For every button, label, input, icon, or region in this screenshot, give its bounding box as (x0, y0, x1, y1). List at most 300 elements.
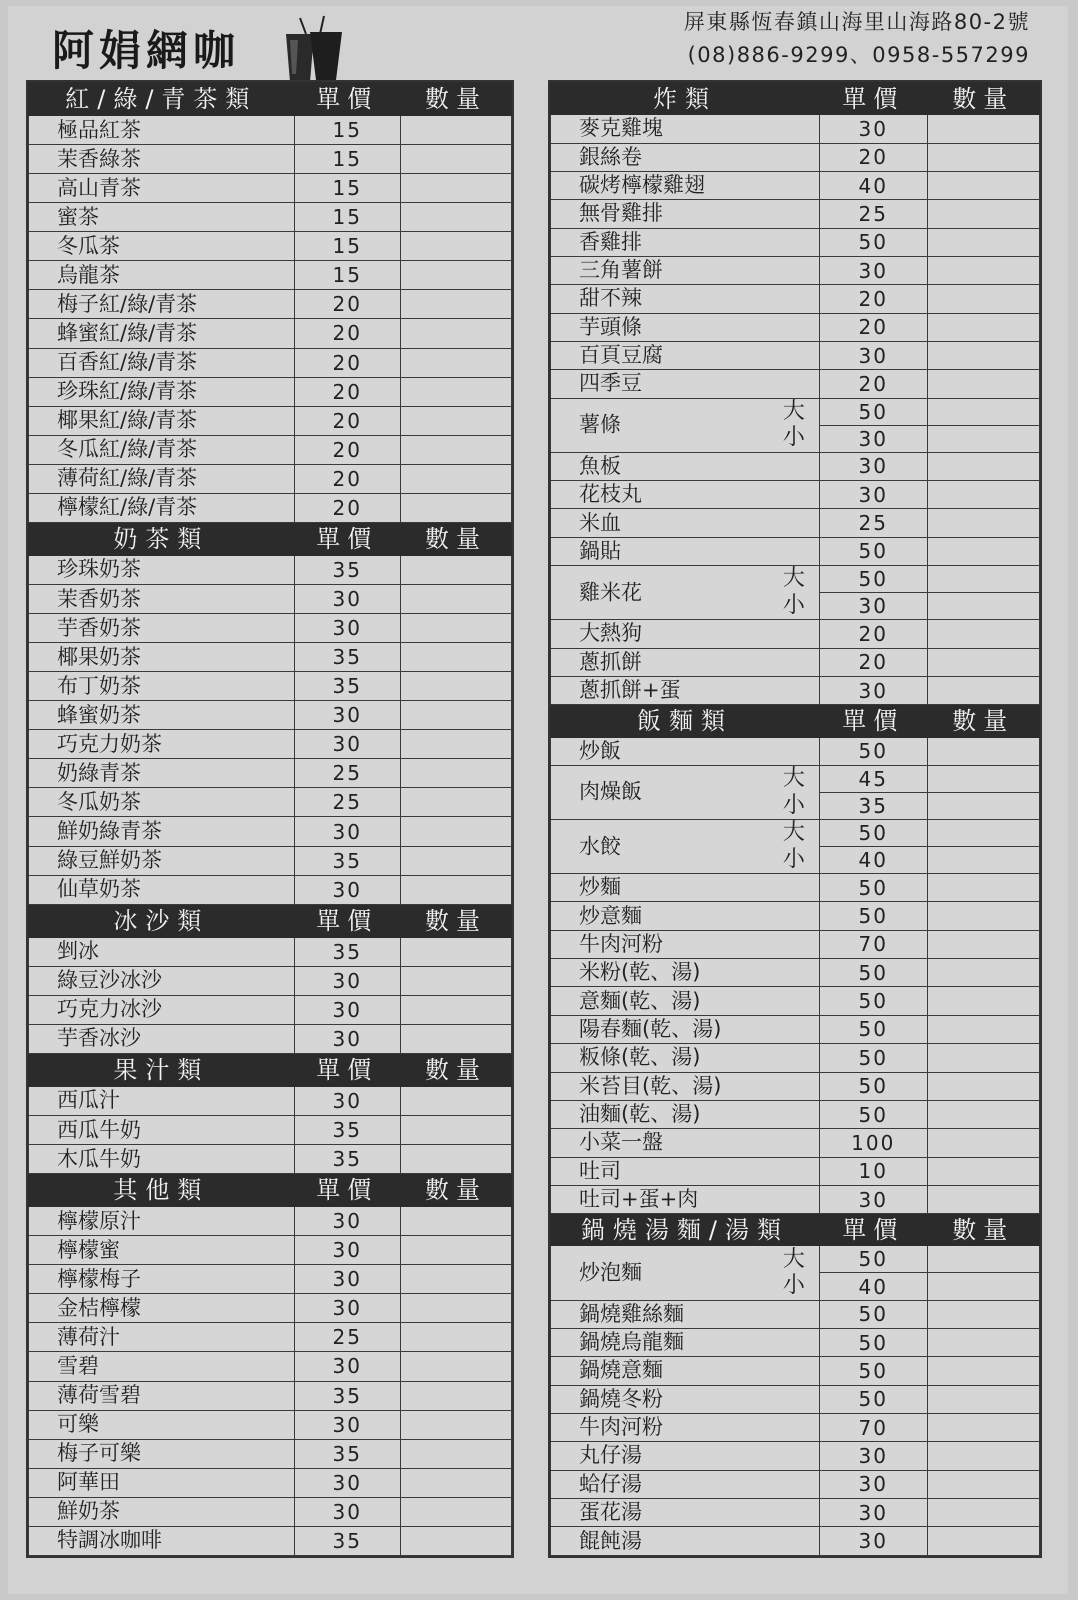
price-column-header: 單價 (294, 1174, 400, 1207)
menu-item-row (551, 1100, 1040, 1128)
quantity-cell[interactable] (927, 792, 1039, 819)
menu-item-row (29, 1323, 512, 1352)
item-name: 綠豆沙冰沙 (29, 966, 295, 995)
item-price: 30 (819, 425, 927, 452)
item-name: 甜不辣 (551, 285, 820, 313)
item-price: 25 (294, 759, 400, 788)
item-name: 無骨雞排 (551, 200, 820, 228)
item-name: 百香紅/綠/青茶 (29, 348, 295, 377)
item-name: 剉冰 (29, 937, 295, 966)
menu-item-row (29, 290, 512, 319)
quantity-cell[interactable] (927, 648, 1039, 676)
quantity-cell[interactable] (927, 593, 1039, 620)
quantity-cell[interactable] (927, 1470, 1039, 1498)
menu-item-row (551, 341, 1040, 369)
item-name: 芋頭條 (551, 313, 820, 341)
item-price: 50 (819, 1300, 927, 1328)
size-label: 大 (782, 766, 805, 792)
quantity-cell[interactable] (927, 765, 1039, 792)
quantity-cell[interactable] (927, 566, 1039, 593)
quantity-cell[interactable] (927, 1527, 1039, 1556)
item-name: 香雞排 (551, 228, 820, 256)
item-name: 牛肉河粉 (551, 1413, 820, 1441)
item-name: 蜜茶 (29, 203, 295, 232)
quantity-cell[interactable] (400, 672, 511, 701)
quantity-cell[interactable] (927, 481, 1039, 509)
menu-item-row (29, 348, 512, 377)
item-price: 30 (294, 1497, 400, 1526)
item-price: 50 (819, 566, 927, 593)
item-name: 炒泡麵 (579, 1260, 642, 1285)
item-price: 35 (819, 792, 927, 819)
item-price: 30 (294, 1236, 400, 1265)
quantity-cell[interactable] (927, 171, 1039, 199)
quantity-cell[interactable] (927, 370, 1039, 398)
menu-item-row (551, 1498, 1040, 1526)
quantity-cell[interactable] (927, 902, 1039, 930)
item-price: 50 (819, 959, 927, 987)
item-price: 40 (819, 171, 927, 199)
menu-item-row (551, 1470, 1040, 1498)
item-name: 麥克雞塊 (551, 115, 820, 143)
quantity-cell[interactable] (400, 966, 511, 995)
quantity-cell[interactable] (400, 1086, 511, 1115)
item-price: 30 (294, 875, 400, 904)
item-name: 鍋燒冬粉 (551, 1385, 820, 1413)
menu-item-row (29, 846, 512, 875)
quantity-cell[interactable] (927, 1413, 1039, 1441)
quantity-cell[interactable] (400, 1236, 511, 1265)
menu-item-row (29, 464, 512, 493)
quantity-cell[interactable] (400, 875, 511, 904)
quantity-cell[interactable] (400, 1116, 511, 1145)
menu-item-row (29, 1207, 512, 1236)
menu-item-row (29, 1439, 512, 1468)
quantity-column-header: 數量 (400, 1053, 511, 1086)
item-price: 30 (819, 1527, 927, 1556)
quantity-cell[interactable] (400, 290, 511, 319)
item-price: 20 (294, 319, 400, 348)
quantity-cell[interactable] (927, 1498, 1039, 1526)
quantity-cell[interactable] (927, 1157, 1039, 1185)
item-price: 35 (294, 1526, 400, 1555)
quantity-cell[interactable] (927, 1044, 1039, 1072)
quantity-cell[interactable] (400, 116, 511, 145)
quantity-cell[interactable] (400, 1439, 511, 1468)
menu-item-row (551, 398, 1040, 425)
item-name: 綠豆鮮奶茶 (29, 846, 295, 875)
quantity-cell[interactable] (400, 614, 511, 643)
item-price: 20 (294, 348, 400, 377)
quantity-cell[interactable] (400, 1145, 511, 1174)
quantity-cell[interactable] (400, 1024, 511, 1053)
section-title: 果汁類 (29, 1053, 295, 1086)
menu-item-row (551, 1185, 1040, 1213)
quantity-cell[interactable] (927, 959, 1039, 987)
quantity-cell[interactable] (400, 937, 511, 966)
quantity-cell[interactable] (400, 377, 511, 406)
quantity-cell[interactable] (400, 435, 511, 464)
quantity-cell[interactable] (400, 1352, 511, 1381)
item-name: 炒意麵 (551, 902, 820, 930)
quantity-cell[interactable] (927, 537, 1039, 565)
size-labels (783, 766, 805, 819)
quantity-column-header: 數量 (400, 83, 511, 116)
item-name: 油麵(乾、湯) (551, 1100, 820, 1128)
menu-item-row (29, 817, 512, 846)
item-name: 肉燥飯 (579, 779, 642, 804)
menu-item-row (551, 537, 1040, 565)
item-name: 蜂蜜紅/綠/青茶 (29, 319, 295, 348)
menu-item-row (29, 875, 512, 904)
menu-item-row (29, 1145, 512, 1174)
item-price: 50 (819, 537, 927, 565)
section-header (29, 1174, 512, 1207)
item-name: 特調冰咖啡 (29, 1526, 295, 1555)
quantity-cell[interactable] (400, 584, 511, 613)
menu-item-row (29, 555, 512, 584)
item-name: 丸仔湯 (551, 1442, 820, 1470)
item-price: 30 (819, 452, 927, 480)
item-name: 珍珠紅/綠/青茶 (29, 377, 295, 406)
item-name: 三角薯餅 (551, 256, 820, 284)
quantity-cell[interactable] (927, 1129, 1039, 1157)
quantity-cell[interactable] (400, 406, 511, 435)
menu-item-row (551, 509, 1040, 537)
item-name: 銀絲卷 (551, 143, 820, 171)
quantity-cell[interactable] (927, 819, 1039, 846)
item-price: 40 (819, 847, 927, 874)
item-price: 15 (294, 232, 400, 261)
quantity-cell[interactable] (400, 493, 511, 522)
item-price: 50 (819, 228, 927, 256)
shop-contact (684, 6, 1030, 72)
quantity-cell[interactable] (927, 1100, 1039, 1128)
size-label: 大 (782, 566, 805, 592)
left-menu-column (26, 80, 514, 1558)
menu-item-row (551, 648, 1040, 676)
item-price: 50 (819, 1072, 927, 1100)
quantity-cell[interactable] (927, 1273, 1039, 1300)
quantity-cell[interactable] (400, 1207, 511, 1236)
quantity-cell[interactable] (400, 555, 511, 584)
menu-item-row (29, 406, 512, 435)
menu-item-row (551, 930, 1040, 958)
item-name: 蛋花湯 (551, 1498, 820, 1526)
menu-item-row (29, 377, 512, 406)
section-title: 炸類 (551, 83, 820, 115)
quantity-cell[interactable] (927, 1385, 1039, 1413)
quantity-cell[interactable] (927, 228, 1039, 256)
quantity-cell[interactable] (400, 464, 511, 493)
quantity-cell[interactable] (927, 452, 1039, 480)
quantity-cell[interactable] (400, 759, 511, 788)
price-column-header: 單價 (819, 83, 927, 115)
size-labels (783, 399, 805, 452)
item-price: 30 (819, 481, 927, 509)
item-price: 20 (819, 648, 927, 676)
quantity-cell[interactable] (400, 701, 511, 730)
item-price: 30 (819, 1442, 927, 1470)
quantity-cell[interactable] (927, 200, 1039, 228)
item-price: 50 (819, 874, 927, 902)
quantity-cell[interactable] (400, 1381, 511, 1410)
quantity-cell[interactable] (927, 1328, 1039, 1356)
item-price: 35 (294, 846, 400, 875)
item-price: 50 (819, 1246, 927, 1273)
item-price: 50 (819, 737, 927, 765)
item-price: 30 (819, 1470, 927, 1498)
menu-item-row (29, 584, 512, 613)
menu-item-row (29, 493, 512, 522)
quantity-cell[interactable] (927, 509, 1039, 537)
item-name: 鍋燒烏龍麵 (551, 1328, 820, 1356)
menu-item-row (29, 1468, 512, 1497)
item-name: 吐司+蛋+肉 (551, 1185, 820, 1213)
quantity-cell[interactable] (400, 1497, 511, 1526)
item-price: 50 (819, 819, 927, 846)
quantity-column-header: 數量 (927, 83, 1039, 115)
item-name: 蛤仔湯 (551, 1470, 820, 1498)
quantity-column-header: 數量 (927, 1214, 1039, 1246)
menu-item-row (29, 145, 512, 174)
menu-item-row (551, 566, 1040, 593)
section-header (29, 83, 512, 116)
quantity-cell[interactable] (400, 1265, 511, 1294)
size-label: 小 (782, 792, 805, 818)
menu-item-row (551, 200, 1040, 228)
quantity-cell[interactable] (927, 874, 1039, 902)
item-price: 35 (294, 1439, 400, 1468)
item-name: 雞米花 (579, 580, 642, 605)
size-label: 大 (782, 1246, 805, 1272)
item-price: 30 (294, 701, 400, 730)
item-name: 薄荷紅/綠/青茶 (29, 464, 295, 493)
menu-item-row (551, 1300, 1040, 1328)
menu-item-row (29, 1381, 512, 1410)
menu-item-row (29, 435, 512, 464)
item-name-cell (551, 398, 820, 452)
item-name: 巧克力奶茶 (29, 730, 295, 759)
item-name: 金桔檸檬 (29, 1294, 295, 1323)
item-name: 薄荷雪碧 (29, 1381, 295, 1410)
item-price: 20 (819, 143, 927, 171)
item-price: 35 (294, 672, 400, 701)
item-price: 15 (294, 145, 400, 174)
item-price: 20 (294, 406, 400, 435)
item-price: 30 (294, 1294, 400, 1323)
quantity-cell[interactable] (927, 143, 1039, 171)
item-price: 30 (819, 341, 927, 369)
size-label: 小 (782, 592, 805, 618)
menu-item-row (29, 174, 512, 203)
quantity-cell[interactable] (400, 643, 511, 672)
item-price: 30 (294, 1207, 400, 1236)
menu-item-row (551, 1044, 1040, 1072)
item-price: 35 (294, 1116, 400, 1145)
section-header (29, 522, 512, 555)
quantity-cell[interactable] (400, 730, 511, 759)
quantity-column-header: 數量 (400, 522, 511, 555)
item-name-cell (551, 1246, 820, 1300)
quantity-cell[interactable] (927, 1185, 1039, 1213)
item-name: 水餃 (579, 834, 621, 859)
item-price: 35 (294, 555, 400, 584)
item-price: 30 (294, 1086, 400, 1115)
item-price: 50 (819, 902, 927, 930)
quantity-cell[interactable] (927, 1442, 1039, 1470)
quantity-cell[interactable] (927, 1357, 1039, 1385)
quantity-cell[interactable] (927, 1300, 1039, 1328)
section-title: 其他類 (29, 1174, 295, 1207)
item-price: 30 (294, 817, 400, 846)
item-price: 30 (294, 614, 400, 643)
menu-item-row (551, 452, 1040, 480)
quantity-cell[interactable] (400, 817, 511, 846)
quantity-cell[interactable] (927, 341, 1039, 369)
quantity-cell[interactable] (927, 425, 1039, 452)
item-price: 20 (819, 620, 927, 648)
item-name: 極品紅茶 (29, 116, 295, 145)
item-name: 碳烤檸檬雞翅 (551, 171, 820, 199)
item-name: 檸檬紅/綠/青茶 (29, 493, 295, 522)
quantity-column-header: 數量 (400, 1174, 511, 1207)
quantity-cell[interactable] (927, 847, 1039, 874)
item-name: 鍋燒意麵 (551, 1357, 820, 1385)
menu-item-row (551, 370, 1040, 398)
quantity-cell[interactable] (400, 174, 511, 203)
item-name: 炒麵 (551, 874, 820, 902)
quantity-cell[interactable] (927, 930, 1039, 958)
menu-item-row (551, 1015, 1040, 1043)
quantity-cell[interactable] (927, 285, 1039, 313)
item-price: 30 (294, 584, 400, 613)
item-price: 50 (819, 398, 927, 425)
shop-address: 屏東縣恆春鎮山海里山海路80-2號 (683, 10, 1030, 34)
item-price: 30 (294, 730, 400, 759)
item-price: 70 (819, 1413, 927, 1441)
menu-item-row (29, 261, 512, 290)
quantity-cell[interactable] (927, 676, 1039, 704)
menu-item-row (551, 481, 1040, 509)
menu-item-row (551, 228, 1040, 256)
menu-item-row (551, 1328, 1040, 1356)
item-name: 鮮奶茶 (29, 1497, 295, 1526)
quantity-column-header: 數量 (927, 705, 1039, 737)
item-name: 花枝丸 (551, 481, 820, 509)
price-column-header: 單價 (819, 1214, 927, 1246)
item-price: 20 (819, 285, 927, 313)
menu-item-row (29, 701, 512, 730)
item-name: 巧克力冰沙 (29, 995, 295, 1024)
item-name: 薯條 (579, 412, 621, 437)
quantity-cell[interactable] (400, 995, 511, 1024)
quantity-cell[interactable] (927, 398, 1039, 425)
quantity-cell[interactable] (400, 846, 511, 875)
item-price: 30 (294, 1024, 400, 1053)
price-column-header: 單價 (294, 904, 400, 937)
item-name: 梅子可樂 (29, 1439, 295, 1468)
item-name: 蜂蜜奶茶 (29, 701, 295, 730)
item-price: 15 (294, 174, 400, 203)
item-price: 30 (819, 593, 927, 620)
quantity-cell[interactable] (927, 1072, 1039, 1100)
quantity-cell[interactable] (927, 620, 1039, 648)
size-label: 小 (782, 1273, 805, 1299)
item-name: 小菜一盤 (551, 1129, 820, 1157)
item-price: 15 (294, 261, 400, 290)
quantity-cell[interactable] (400, 232, 511, 261)
item-name: 芋香奶茶 (29, 614, 295, 643)
quantity-cell[interactable] (400, 1410, 511, 1439)
quantity-cell[interactable] (927, 1246, 1039, 1273)
menu-item-row (551, 115, 1040, 143)
menu-item-row (29, 1410, 512, 1439)
menu-item-row (29, 788, 512, 817)
quantity-cell[interactable] (400, 1323, 511, 1352)
item-price: 30 (819, 115, 927, 143)
quantity-cell[interactable] (400, 1526, 511, 1555)
item-price: 50 (819, 1100, 927, 1128)
menu-item-row (551, 959, 1040, 987)
quantity-cell[interactable] (400, 145, 511, 174)
item-name: 椰果奶茶 (29, 643, 295, 672)
item-price: 15 (294, 203, 400, 232)
quantity-cell[interactable] (927, 256, 1039, 284)
quantity-cell[interactable] (400, 319, 511, 348)
item-name: 冬瓜茶 (29, 232, 295, 261)
quantity-cell[interactable] (927, 115, 1039, 143)
item-price: 40 (819, 1273, 927, 1300)
quantity-cell[interactable] (400, 203, 511, 232)
item-price: 30 (819, 1185, 927, 1213)
item-name: 意麵(乾、湯) (551, 987, 820, 1015)
item-name: 檸檬蜜 (29, 1236, 295, 1265)
item-price: 35 (294, 1145, 400, 1174)
quantity-cell[interactable] (400, 788, 511, 817)
menu-item-row (29, 643, 512, 672)
menu-item-row (29, 319, 512, 348)
item-price: 35 (294, 643, 400, 672)
item-price: 50 (819, 1357, 927, 1385)
quantity-cell[interactable] (400, 1468, 511, 1497)
drink-cups-icon (278, 14, 350, 86)
menu-item-row (29, 1116, 512, 1145)
quantity-cell[interactable] (927, 987, 1039, 1015)
menu-item-row (29, 1294, 512, 1323)
quantity-cell[interactable] (400, 261, 511, 290)
quantity-cell[interactable] (927, 1015, 1039, 1043)
item-name: 西瓜牛奶 (29, 1116, 295, 1145)
item-name: 四季豆 (551, 370, 820, 398)
item-price: 70 (819, 930, 927, 958)
quantity-cell[interactable] (927, 737, 1039, 765)
quantity-cell[interactable] (927, 313, 1039, 341)
item-name: 蔥抓餅+蛋 (551, 676, 820, 704)
item-name: 魚板 (551, 452, 820, 480)
item-name: 仙草奶茶 (29, 875, 295, 904)
menu-item-row (29, 116, 512, 145)
item-price: 50 (819, 1044, 927, 1072)
item-name: 烏龍茶 (29, 261, 295, 290)
item-price: 30 (294, 1468, 400, 1497)
quantity-cell[interactable] (400, 1294, 511, 1323)
menu-item-row (551, 1385, 1040, 1413)
quantity-cell[interactable] (400, 348, 511, 377)
menu-item-row (29, 1497, 512, 1526)
item-price: 35 (294, 937, 400, 966)
item-name: 布丁奶茶 (29, 672, 295, 701)
